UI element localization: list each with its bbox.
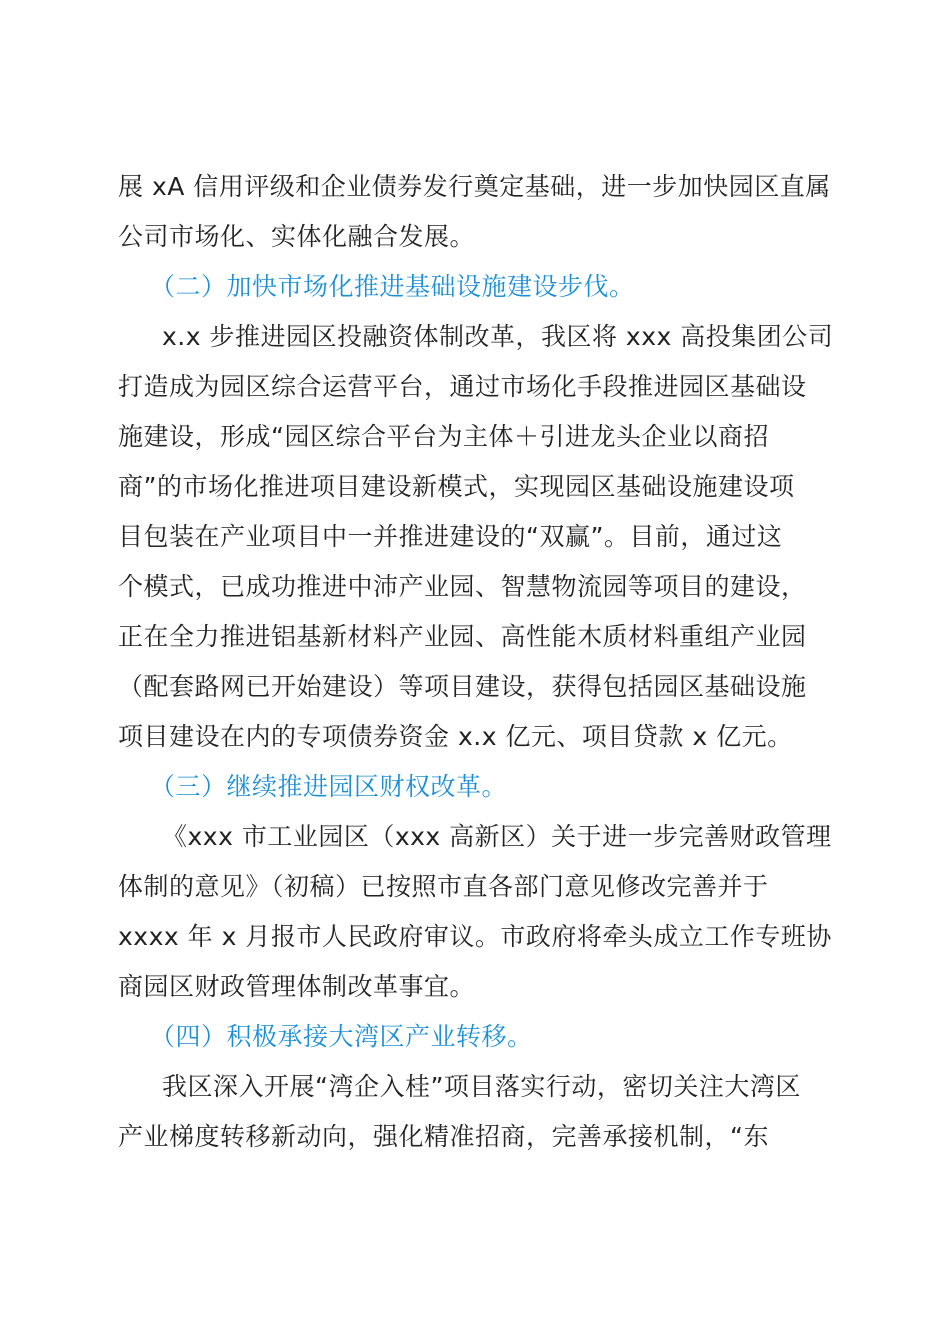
text-line-11: （配套路网已开始建设）等项目建设，获得包括园区基础设施 [118, 672, 807, 701]
text-line-2: 公司市场化、实体化融合发展。 [118, 222, 476, 251]
text-line-9: 个模式，已成功推进中沛产业园、智慧物流园等项目的建设， [118, 572, 807, 601]
text-line-15: 体制的意见》（初稿）已按照市直各部门意见修改完善并于 [118, 872, 769, 901]
text-line-12: 项目建设在内的专项债券资金 x.x 亿元、项目贷款 x 亿元。 [118, 722, 793, 751]
text-line-16: xxxx 年 x 月报市人民政府审议。市政府将牵头成立工作专班协 [118, 922, 832, 951]
text-line-19: 我区深入开展“湾企入桂”项目落实行动，密切关注大湾区 [162, 1072, 801, 1101]
section-heading-4: （四）积极承接大湾区产业转移。 [150, 1022, 533, 1051]
text-line-1: 展 xA 信用评级和企业债券发行奠定基础，进一步加快园区直属 [118, 172, 831, 201]
text-line-6: 施建设，形成“园区综合平台为主体＋引进龙头企业以商招 [118, 422, 769, 451]
section-heading-3: （三）继续推进园区财权改革。 [150, 772, 508, 801]
text-line-8: 目包装在产业项目中一并推进建设的“双赢”。目前，通过这 [118, 522, 783, 551]
text-line-14: 《xxx 市工业园区（xxx 高新区）关于进一步完善财政管理 [162, 822, 832, 851]
text-line-20: 产业梯度转移新动向，强化精准招商，完善承接机制，“东 [118, 1122, 769, 1151]
section-heading-2: （二）加快市场化推进基础设施建设步伐。 [150, 272, 635, 301]
text-line-7: 商”的市场化推进项目建设新模式，实现园区基础设施建设项 [118, 472, 795, 501]
text-line-17: 商园区财政管理体制改革事宜。 [118, 972, 476, 1001]
text-line-10: 正在全力推进铝基新材料产业园、高性能木质材料重组产业园 [118, 622, 807, 651]
text-line-4: x.x 步推进园区投融资体制改革，我区将 xxx 高投集团公司 [162, 322, 834, 351]
text-line-5: 打造成为园区综合运营平台，通过市场化手段推进园区基础设 [118, 372, 807, 401]
